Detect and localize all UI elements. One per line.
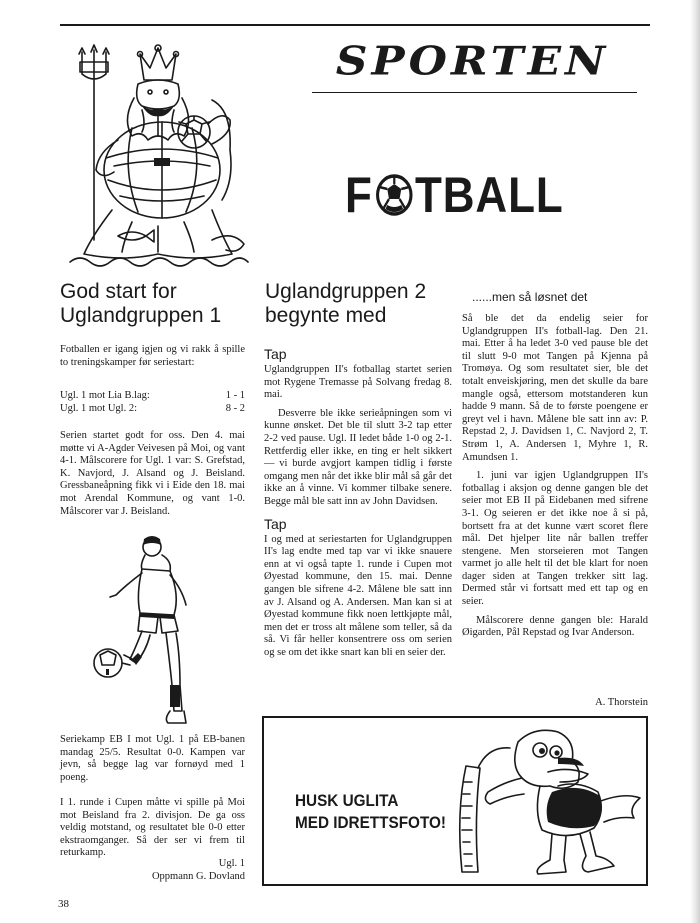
scan-edge bbox=[690, 0, 700, 923]
top-rule bbox=[60, 24, 650, 26]
page-number: 38 bbox=[58, 898, 69, 910]
result-match: Ugl. 1 mot Ugl. 2: bbox=[60, 402, 138, 414]
col1-signature-line2: Oppmann G. Dovland bbox=[151, 870, 245, 882]
col2-section2-para1: I og med at seriestarten for Uglandgruppen II's lag endte med tap var vi ikke snauere enn at vi også tapte 1. runde i Cupen mot Øyestad kommune, den 15. mai. Denne gangen ble sifrene 4-2. Målene ble satt inn av J. Alsand og A. Andersen. Man kan si at Øyestad kommune fikk noen lettkjøpte mål, men det er tross alt målene som teller, så da så. Vi får heller konsentrere oss om serien og se om det ikke snart kan bli en seier der. bbox=[264, 533, 452, 658]
col1-signature-line1: Ugl. 1 bbox=[218, 858, 245, 869]
ad-text bbox=[295, 790, 448, 834]
col3-signature: A. Thorstein bbox=[595, 697, 648, 708]
col1-para3: I 1. runde i Cupen måtte vi spille på Moi mot Beisland fra 2. divisjon. De ga oss veldig motstand, og resultatet ble 0-0 etter ekstraomganger. Så der ser vi frem til returkamp. bbox=[60, 797, 245, 859]
col3-headline: ......men så løsnet det bbox=[472, 290, 588, 304]
result-row bbox=[60, 390, 245, 403]
col3-para3: Målscorere denne gangen ble: Harald Øigarden, Pål Repstad og Ivar Anderson. bbox=[462, 614, 648, 639]
king-mascot-illustration bbox=[62, 40, 252, 270]
ad-line2: MED IDRETTSFOTO! bbox=[295, 813, 447, 832]
col2-body bbox=[264, 345, 452, 665]
col1-headline bbox=[60, 280, 260, 328]
col2-section1-para2: Desverre ble ikke serieåpningen som vi kunne ønsket. Det ble til slutt 3-2 tap etter 2-2 ved pause. Ugl. II ledet både 1-0 og 2-1. Rettferdig eller ikke, en ting er helt sikkert — vi burde avgjort kampen tidlig i første omgang men når det ikke blir mål så går det ikke an å vinne. Vi kommer tilbake senere. Begge mål ble satt inn av John Davidsen. bbox=[264, 407, 452, 507]
col1-headline-line1: God start for bbox=[60, 280, 177, 303]
football-icon bbox=[375, 173, 414, 217]
col3-para1: Så ble det da endelig seier for Uglandgruppen II's fotball-lag. Den 21. mai. Etter å ha ledet 3-0 ved pause ble det til slutt 9-0 mot Tangen på Kjenna på Tromøya. Og som resultatet sier, ble det totalt enveiskjøring, men det skulle da bare mangle også, ettersom motstanderen kun hadde 9 mann. Så de to første poengene er greyt vel i havn. Målene ble satt inn av: P. Repstad 2, J. Davidsen 1, C. Navjord 2, T. Strøm 1, A. Andersen 1, Myhre 1, R. Amundsen 1. bbox=[462, 313, 648, 463]
col3-para2: 1. juni var igjen Uglandgruppen II's fotballag i aksjon og denne gangen ble det seier mot EB II på Eidebanen med sifrene 3-1. Og seieren er det ikke noe å si på, bortsett fra at det kunne vært scoret flere mål. Det hjelper lite når ballen treffer stengene. Men storseieren mot Tangen varmet jo alle helt til det ble klart for noen dager siden at Tangen trekker sitt lag. Dermed står vi fortsatt med ett tap og en seier. bbox=[462, 470, 648, 608]
result-score: 8 - 2 bbox=[225, 402, 245, 414]
col2-headline bbox=[265, 280, 455, 328]
col1-signature bbox=[60, 858, 245, 883]
result-match: Ugl. 1 mot Lia B.lag: bbox=[60, 390, 150, 401]
result-score: 1 - 1 bbox=[225, 390, 245, 401]
masthead-title: SPORTEN bbox=[335, 38, 610, 85]
col2-section2-title: Tap bbox=[264, 515, 287, 532]
col1-para1: Serien startet godt for oss. Den 4. mai møtte vi A-Agder Veivesen på Moi, og vant 4-1. Målscorere for Ugl. 1 var: S. Grefstad, K. Navjord, J. Alsand og J. Beisland. Gressbaneåpning fikk vi i Eide den 18. mai mot Arendal Kommune, og vant 1-0. Målscorer var J. Beisland. bbox=[60, 430, 245, 517]
col3-body bbox=[462, 313, 648, 646]
section-title-fotball bbox=[345, 165, 564, 225]
col2-headline-line2: begynte med bbox=[265, 304, 387, 327]
masthead-rule bbox=[312, 92, 637, 93]
col1-results bbox=[60, 390, 245, 415]
col1-intro: Fotballen er igang igjen og vi rakk å spille to treningskamper før seriestart: bbox=[60, 344, 245, 368]
col1-headline-line2: Uglandgruppen 1 bbox=[60, 304, 222, 327]
footballer-illustration bbox=[90, 535, 210, 730]
col2-section1-para1: Uglandgruppen II's fotballag startet serien mot Rygene Tremasse på Solvang fredag 8. mai. bbox=[264, 364, 452, 401]
col1-para2: Seriekamp EB I mot Ugl. 1 på EB-banen mandag 25/5. Resultat 0-0. Kampen var jevn, så begge lag var fornøyd med 1 poeng. bbox=[60, 734, 245, 783]
col2-headline-line1: Uglandgruppen 2 bbox=[265, 280, 427, 303]
duck-cartoon-illustration bbox=[448, 722, 648, 888]
result-row bbox=[60, 403, 245, 416]
section-title-prefix: F bbox=[345, 167, 373, 223]
col2-section1-title: Tap bbox=[264, 346, 287, 362]
ad-line1: HUSK UGLITA bbox=[295, 791, 399, 810]
section-title-suffix: TBALL bbox=[415, 167, 564, 223]
